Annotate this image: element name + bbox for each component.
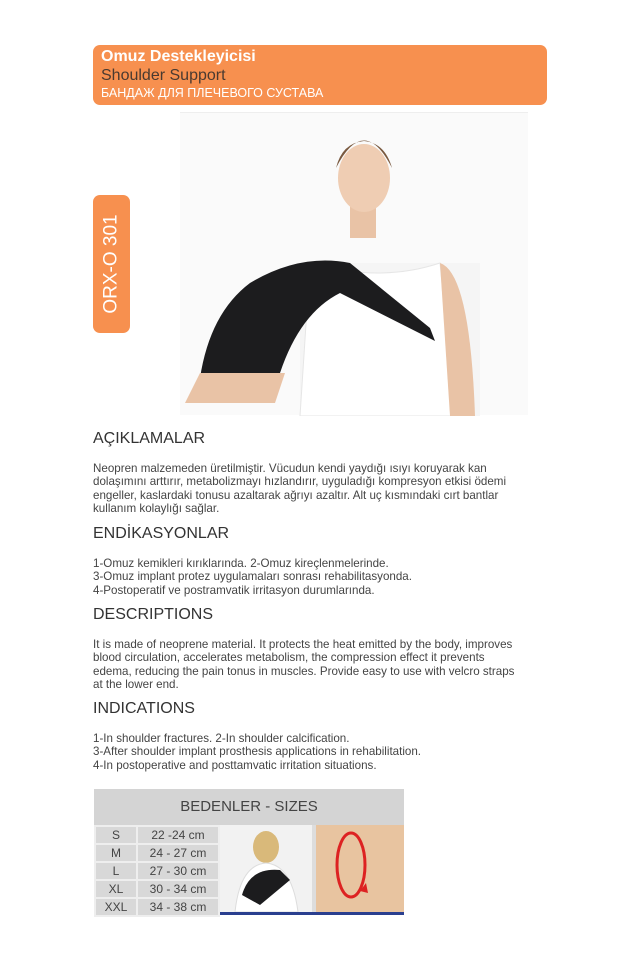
section-line: 3-After shoulder implant prosthesis applications in rehabilitation. xyxy=(93,745,422,759)
size-chart-title: BEDENLER - SIZES xyxy=(94,789,404,825)
section-line: kullanım kolaylığı sağlar. xyxy=(93,502,220,516)
product-code-badge xyxy=(93,195,130,333)
size-label: S xyxy=(95,826,137,844)
section-endikasyonlar xyxy=(93,525,553,597)
table-row xyxy=(95,844,219,862)
section-line: 4-Postoperatif ve postramvatik irritasyon durumlarında. xyxy=(93,583,375,597)
section-title: DESCRIPTIONS xyxy=(93,606,214,623)
section-line: 1-Omuz kemikleri kırıklarında. 2-Omuz kireçlenmelerinde. xyxy=(93,557,389,570)
size-table xyxy=(94,825,220,917)
section-descriptions xyxy=(93,606,553,692)
section-line: blood circulation, accelerates metabolism, the compression effect it prevents xyxy=(93,651,485,665)
size-range: 30 - 34 cm xyxy=(137,880,219,898)
size-range: 27 - 30 cm xyxy=(137,862,219,880)
size-range: 22 -24 cm xyxy=(137,826,219,844)
size-label: XXL xyxy=(95,898,137,916)
back-view-photo xyxy=(220,825,312,912)
product-header xyxy=(93,45,547,105)
size-label: M xyxy=(95,844,137,862)
section-title: INDICATIONS xyxy=(93,700,195,717)
product-photo xyxy=(180,112,528,415)
title-ru: БАНДАЖ ДЛЯ ПЛЕЧЕВОГО СУСТАВА xyxy=(101,86,324,100)
section-line: Neopren malzemeden üretilmiştir. Vücudun kendi yaydığı ısıyı koruyarak kan xyxy=(93,462,487,475)
section-line: dolaşımını arttırır, metabolizmayı hızlandırır, uyguladığı kompresyon etkisi ödemi xyxy=(93,475,507,489)
table-row xyxy=(95,862,219,880)
size-chart xyxy=(94,789,404,915)
section-aciklamalar xyxy=(93,430,553,516)
section-line: edema, reducing the pain tonus in muscles. Provide easy to use with velcro straps xyxy=(93,664,515,678)
section-line: at the lower end. xyxy=(93,678,179,692)
size-label: L xyxy=(95,862,137,880)
product-code: ORX-O 301 xyxy=(100,214,122,314)
title-en: Shoulder Support xyxy=(101,67,226,84)
table-row xyxy=(95,826,219,844)
size-range: 24 - 27 cm xyxy=(137,844,219,862)
section-line: engeller, kaslardaki tonusu azaltarak ağrıyı azaltır. Alt uç kısmındaki cırt bantlar xyxy=(93,488,499,502)
section-title: AÇIKLAMALAR xyxy=(93,430,206,447)
section-line: It is made of neoprene material. It protects the heat emitted by the body, improves xyxy=(93,638,513,651)
section-line: 1-In shoulder fractures. 2-In shoulder calcification. xyxy=(93,732,350,745)
size-range: 34 - 38 cm xyxy=(137,898,219,916)
section-indications xyxy=(93,700,553,772)
table-row xyxy=(95,898,219,916)
section-line: 3-Omuz implant protez uygulamaları sonrası rehabilitasyonda. xyxy=(93,570,412,584)
section-line: 4-In postoperative and posttamvatic irritation situations. xyxy=(93,758,377,772)
size-label: XL xyxy=(95,880,137,898)
table-row xyxy=(95,880,219,898)
measurement-diagram xyxy=(316,825,404,912)
title-tr: Omuz Destekleyicisi xyxy=(101,48,256,65)
section-title: ENDİKASYONLAR xyxy=(93,525,230,542)
